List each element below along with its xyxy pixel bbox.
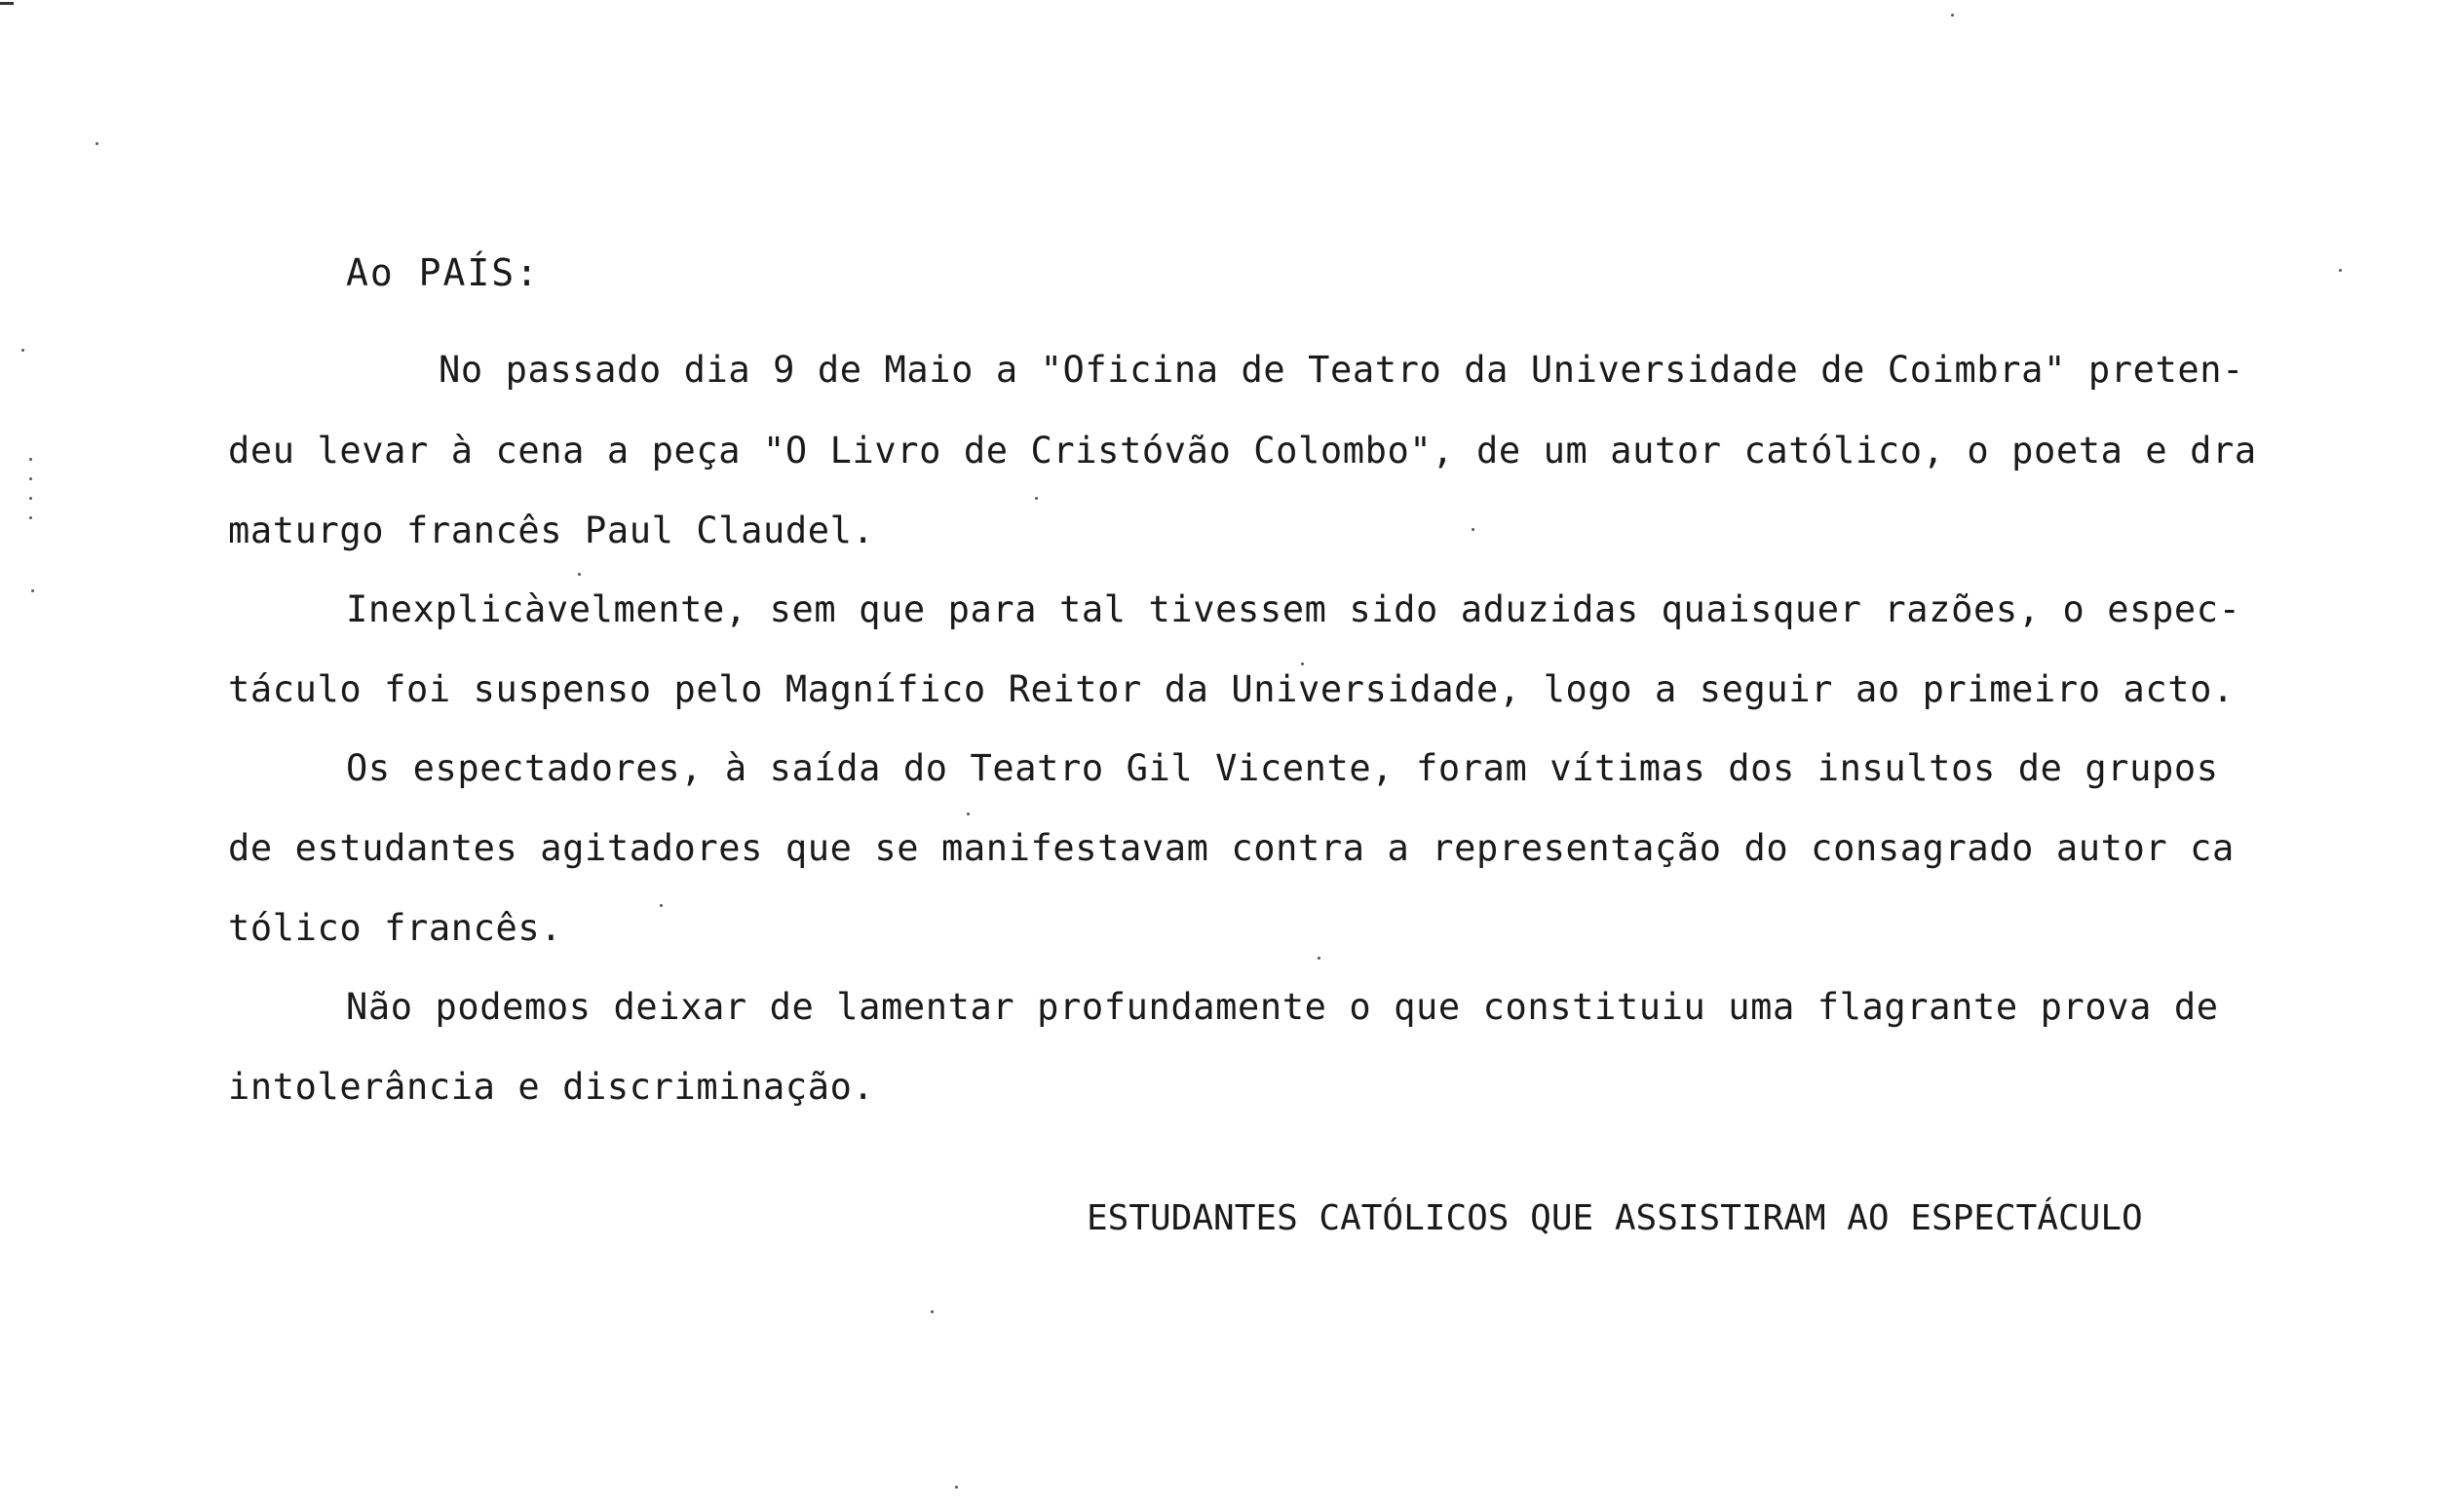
scan-speck <box>967 813 970 815</box>
scan-speck <box>29 516 32 519</box>
paragraph-2-line-1: Inexplicàvelmente, sem que para tal tivessem sido aduzidas quaisquer razões, o espec- <box>346 588 2241 630</box>
scan-speck <box>660 904 663 907</box>
scan-speck <box>2339 269 2342 272</box>
paragraph-1-line-1: No passado dia 9 de Maio a "Oficina de Teatro da Universidade de Coimbra" preten- <box>439 349 2244 391</box>
scan-speck <box>1472 528 1474 531</box>
scan-speck <box>578 573 581 576</box>
scan-speck <box>96 142 98 145</box>
paragraph-1-line-3: maturgo francês Paul Claudel. <box>228 510 875 551</box>
paragraph-2-line-2: táculo foi suspenso pelo Magnífico Reitor da Universidade, logo a seguir ao primeiro acto. <box>228 668 2235 710</box>
paragraph-3-line-2: de estudantes agitadores que se manifestavam contra a representação do consagrado autor ca <box>228 827 2235 869</box>
scan-speck <box>1318 957 1320 960</box>
paragraph-1-line-2: deu levar à cena a peça "O Livro de Cristóvão Colombo", de um autor católico, o poeta e dra <box>228 430 2257 472</box>
scan-speck <box>29 477 32 480</box>
signature: ESTUDANTES CATÓLICOS QUE ASSISTIRAM AO ESPECTÁCULO <box>1087 1198 2143 1238</box>
scan-speck <box>1035 497 1038 500</box>
scan-speck <box>1951 14 1954 17</box>
paragraph-4-line-1: Não podemos deixar de lamentar profundamente o que constituiu uma flagrante prova de <box>346 986 2219 1028</box>
scan-speck <box>29 497 32 500</box>
scan-speck <box>931 1310 934 1313</box>
paragraph-3-line-3: tólico francês. <box>228 907 563 949</box>
paragraph-3-line-1: Os espectadores, à saída do Teatro Gil Vicente, foram vítimas dos insultos de grupos <box>346 747 2219 789</box>
scan-speck <box>21 349 24 352</box>
salutation: Ao PAÍS: <box>346 251 541 294</box>
scan-speck <box>955 1486 958 1489</box>
scan-speck <box>29 458 32 461</box>
scan-speck <box>1301 662 1304 665</box>
scan-artifact <box>0 2 14 5</box>
paragraph-4-line-2: intolerância e discriminação. <box>228 1066 875 1108</box>
scan-speck <box>31 589 34 592</box>
